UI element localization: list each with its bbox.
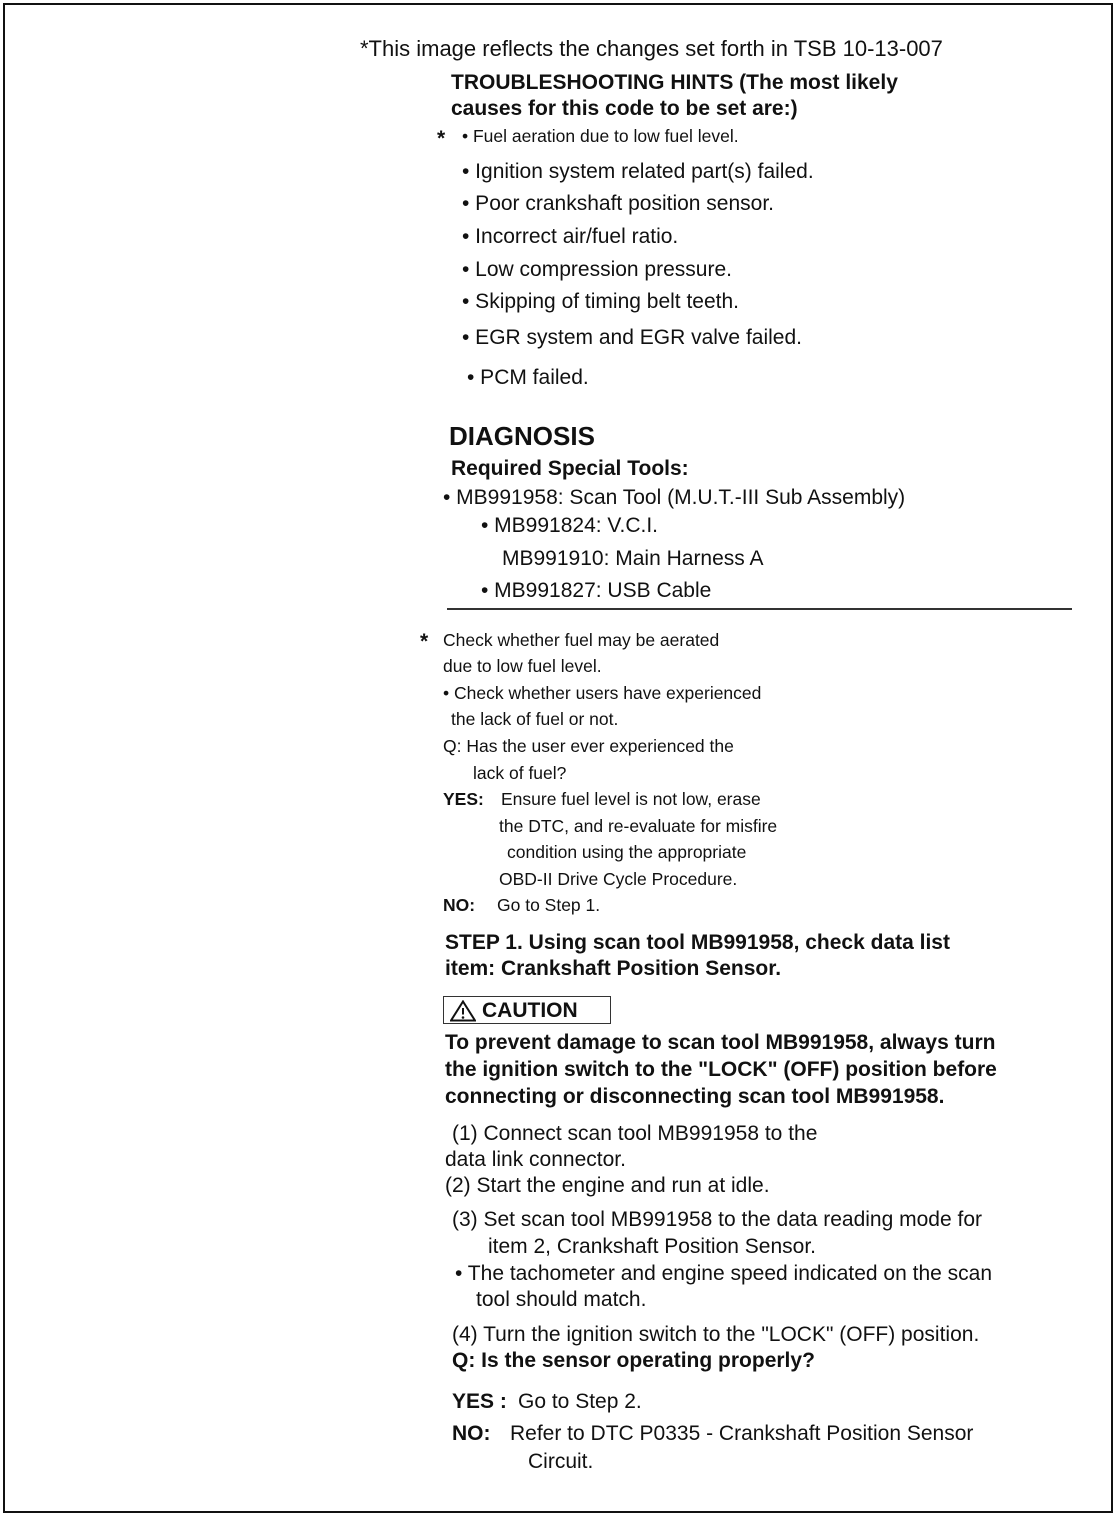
instruction-line: (3) Set scan tool MB991958 to the data reading mode for [452, 1208, 982, 1231]
tool-item: • MB991827: USB Cable [481, 579, 712, 602]
hint-item: • PCM failed. [467, 366, 589, 389]
instruction-line: item 2, Crankshaft Position Sensor. [488, 1235, 816, 1258]
instruction-line: • The tachometer and engine speed indicated on the scan [455, 1262, 993, 1285]
prestep-line: Check whether fuel may be aerated [443, 630, 720, 650]
caution-text: To prevent damage to scan tool MB991958, always turn [445, 1031, 996, 1054]
step1-question: Q: Is the sensor operating properly? [452, 1349, 815, 1372]
caution-text: connecting or disconnecting scan tool MB991958. [445, 1085, 945, 1108]
caution-box [443, 996, 611, 1024]
hint-item: • Skipping of timing belt teeth. [462, 290, 740, 313]
tsb-note: *This image reflects the changes set forth in TSB 10-13-007 [360, 36, 943, 61]
prestep-line: due to low fuel level. [443, 656, 602, 676]
step1-title-line2: item: Crankshaft Position Sensor. [445, 957, 782, 980]
tool-item: • MB991958: Scan Tool (M.U.T.-III Sub Assembly) [443, 486, 906, 509]
tool-item: • MB991824: V.C.I. [481, 514, 659, 537]
step1-yes-text: Go to Step 2. [518, 1390, 642, 1413]
instruction-line: data link connector. [445, 1148, 626, 1171]
prestep-no-text: Go to Step 1. [497, 895, 601, 915]
prestep-yes-line: OBD-II Drive Cycle Procedure. [499, 869, 738, 889]
step1-title-line1: STEP 1. Using scan tool MB991958, check data list [445, 931, 950, 954]
instruction-line: (4) Turn the ignition switch to the "LOCK" (OFF) position. [452, 1323, 980, 1346]
hint-item: • EGR system and EGR valve failed. [462, 326, 802, 349]
caution-text: the ignition switch to the "LOCK" (OFF) position before [445, 1058, 997, 1081]
troubleshooting-title-line2: causes for this code to be set are:) [451, 97, 798, 120]
prestep-yes-line: condition using the appropriate [507, 842, 747, 862]
prestep-no-label: NO: [443, 895, 476, 915]
tools-heading: Required Special Tools: [451, 457, 689, 480]
hint-item: • Poor crankshaft position sensor. [462, 192, 775, 215]
prestep-question: Q: Has the user ever experienced the [443, 736, 734, 756]
diagnosis-title: DIAGNOSIS [449, 421, 595, 451]
prestep-line: • Check whether users have experienced [443, 683, 762, 703]
change-marker: * [420, 630, 429, 653]
prestep-yes-line: Ensure fuel level is not low, erase [501, 789, 761, 809]
step1-no-label: NO: [452, 1422, 491, 1445]
prestep-yes-line: the DTC, and re-evaluate for misfire [499, 816, 778, 836]
instruction-line: (2) Start the engine and run at idle. [445, 1174, 770, 1197]
hint-item: • Fuel aeration due to low fuel level. [462, 126, 739, 146]
step1-no-line: Circuit. [528, 1450, 594, 1473]
instruction-line: tool should match. [476, 1288, 647, 1311]
hint-item: • Ignition system related part(s) failed. [462, 160, 814, 183]
change-marker: * [437, 127, 446, 150]
warning-triangle-icon [450, 1000, 476, 1022]
hint-item: • Incorrect air/fuel ratio. [462, 225, 679, 248]
instruction-line: (1) Connect scan tool MB991958 to the [452, 1122, 818, 1145]
prestep-question: lack of fuel? [473, 763, 567, 783]
prestep-line: the lack of fuel or not. [451, 709, 619, 729]
hint-item: • Low compression pressure. [462, 258, 732, 281]
step1-no-line: Refer to DTC P0335 - Crankshaft Position Sensor [510, 1422, 974, 1445]
prestep-yes-label: YES: [443, 789, 484, 809]
tool-item: MB991910: Main Harness A [502, 547, 764, 570]
troubleshooting-title-line1: TROUBLESHOOTING HINTS (The most likely [451, 71, 898, 94]
step1-yes-label: YES : [452, 1390, 507, 1413]
section-divider [447, 608, 1072, 610]
caution-label: CAUTION [482, 999, 578, 1022]
